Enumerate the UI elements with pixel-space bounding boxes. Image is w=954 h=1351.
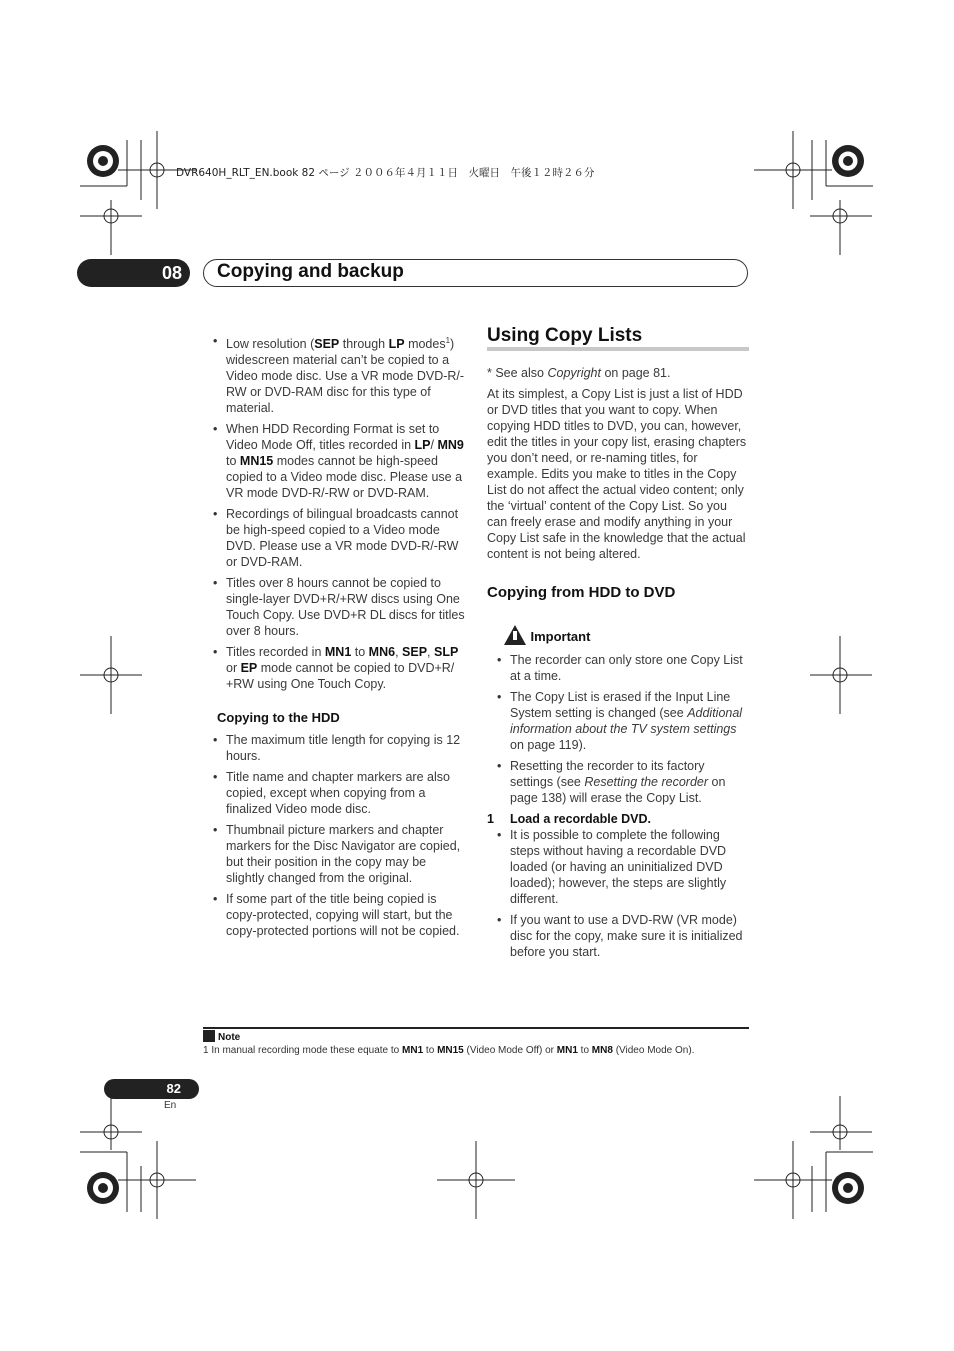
chapter-title: Copying and backup	[217, 261, 404, 282]
list-item: • Recordings of bilingual broadcasts cannot be high-speed copied to a Video mode DVD. Please use a VR mode DVD-R/-RW or DVD-RAM.	[213, 506, 465, 570]
important-box	[487, 624, 749, 646]
starburst-mark-top-left	[87, 145, 119, 177]
list-item: • The recorder can only store one Copy List at a time.	[497, 652, 749, 684]
restriction-list	[213, 333, 465, 692]
list-item: • Title name and chapter markers are also copied, except when copying from a finalized Video mode disc.	[213, 769, 465, 817]
crosshair-mark	[80, 636, 142, 714]
right-column	[487, 325, 749, 965]
list-item: • Low resolution (SEP through LP modes$^1$) widescreen material can’t be copied to a Video mode disc. Use a VR mode DVD-R/-RW or DVD-RAM disc for this type of material.	[213, 333, 465, 416]
list-item: • Titles over 8 hours cannot be copied to single-layer DVD+R/+RW discs using One Touch Copy. Use DVD+R DL discs for titles over 8 hours.	[213, 575, 465, 639]
crosshair-mark	[80, 1096, 142, 1150]
warning-hand-icon	[503, 624, 527, 646]
note-label: Note	[218, 1032, 241, 1043]
subheading-copying-to-hdd: Copying to the HDD	[217, 710, 340, 726]
list-item: • Titles recorded in MN1 to MN6, SEP, SLP or EP mode cannot be copied to DVD+R/ +RW using One Touch Copy.	[213, 644, 465, 692]
crosshair-mark	[754, 1141, 832, 1219]
crosshair-mark	[118, 1141, 196, 1219]
list-item: • Thumbnail picture markers and chapter markers for the Disc Navigator are copied, but their position in the copy may be slightly changed from the original.	[213, 822, 465, 886]
crosshair-mark	[754, 131, 832, 209]
note-rule	[203, 1027, 749, 1029]
page-number: 82	[104, 1079, 199, 1099]
step-notes-list	[487, 827, 749, 960]
print-header-line: DVR640H_RLT_EN.book 82 ページ ２００６年４月１１日 火曜日 午後１２時２６分	[176, 167, 595, 179]
list-item: • It is possible to complete the following steps without having a recordable DVD loaded (or having an uninitialized DVD loaded); however, the steps are slightly different.	[497, 827, 749, 907]
starburst-mark-bottom-left	[87, 1172, 119, 1204]
list-item: • If you want to use a DVD-RW (VR mode) disc for the copy, make sure it is initialized before you start.	[497, 912, 749, 960]
heading-copying-hdd-to-dvd: Copying from HDD to DVD	[487, 584, 676, 601]
crosshair-mark	[810, 200, 872, 255]
chapter-number-badge: 08	[77, 259, 190, 287]
step-number: 1	[487, 812, 494, 826]
note-pencil-icon	[203, 1030, 215, 1042]
list-item: • When HDD Recording Format is set to Video Mode Off, titles recorded in LP/ MN9 to MN15 modes cannot be high-speed copied to a Video mode disc. Please use a VR mode DVD-R/-RW or DVD-RAM.	[213, 421, 465, 501]
list-item: • The maximum title length for copying is 12 hours.	[213, 732, 465, 764]
starburst-mark-bottom-right	[832, 1172, 864, 1204]
page-language: En	[164, 1100, 177, 1111]
list-item: • If some part of the title being copied is copy-protected, copying will start, but the copy-protected portions will not be copied.	[213, 891, 465, 939]
important-list	[487, 652, 749, 806]
section-title: Using Copy Lists	[487, 328, 749, 351]
crosshair-mark	[437, 1141, 515, 1219]
important-label: Important	[530, 629, 591, 644]
crosshair-mark	[80, 200, 142, 255]
step-text: Load a recordable DVD.	[510, 812, 652, 826]
footnote-text: 1 In manual recording mode these equate to MN1 to MN15 (Video Mode Off) or MN1 to MN8 (Video Mode On).	[203, 1045, 695, 1056]
intro-paragraph: At its simplest, a Copy List is just a list of HDD or DVD titles that you want to copy. When copying HDD titles to DVD, you can, however, edit the titles in your copy list, erasing chapters you don’t need, or re-naming titles, for example. Edits you make to titles in the Copy List do not affect the actual video content; only the ‘virtual’ content of the Copy List. So you can freely erase and modify anything in your Copy List safe in the knowledge that the actual content is not being altered.	[487, 387, 747, 561]
left-column	[213, 333, 465, 944]
crosshair-mark	[810, 636, 872, 714]
crosshair-mark	[810, 1096, 872, 1150]
see-also-line: * See also Copyright on page 81.	[487, 366, 671, 380]
list-item: • Resetting the recorder to its factory settings (see Resetting the recorder on page 138) will erase the Copy List.	[497, 758, 749, 806]
note-heading	[203, 1030, 240, 1043]
step-1	[487, 811, 749, 827]
starburst-mark-top-right	[832, 145, 864, 177]
list-item: • The Copy List is erased if the Input Line System setting is changed (see Additional information about the TV system settings on page 119).	[497, 689, 749, 753]
hdd-copy-list	[213, 732, 465, 939]
